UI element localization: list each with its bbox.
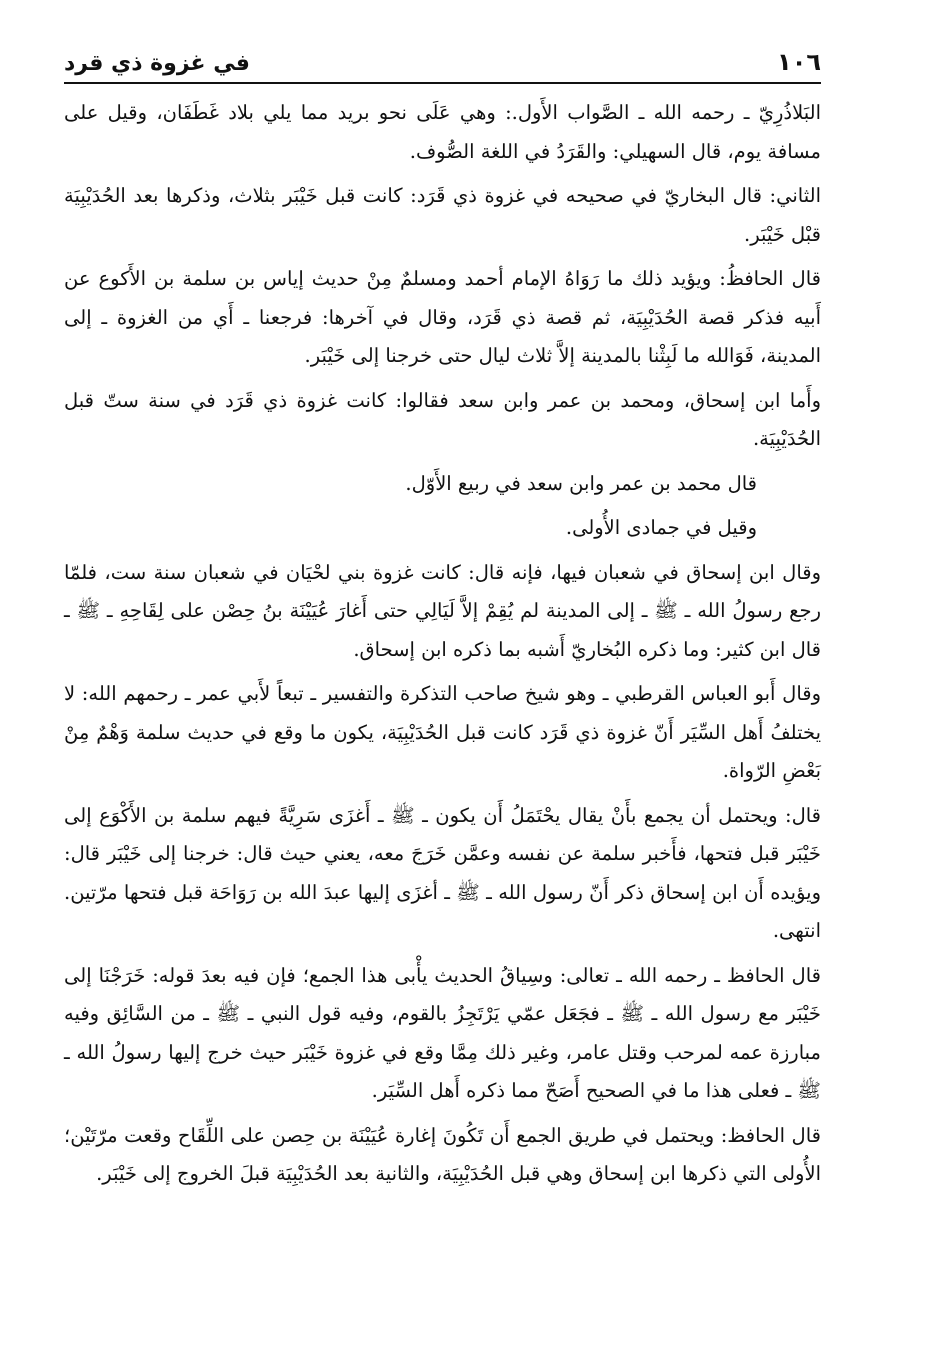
paragraph-qurtubi: وقال أَبو العباس القرطبي ـ وهو شيخ صاحب التذكرة والتفسير ـ تبعاً لأَبي عمر ـ رحمهم الله: لا يختلفُ أَهل السِّيَر أَنّ غزوة ذي قَرَد كانت قبل الحُدَيْبِيَة، يكون ما وقع في حديث سلمة وَهْمٌ مِنْ بَعْضِ الرّواة. [64,682,821,782]
paragraph-shaban: وقال ابن إسحاق في شعبان فيها، فإنه قال: كانت غزوة بني لحْيَان في شعبان سنة ست، فلمّا رجع رسولُ الله ـ ﷺ ـ إلى المدينة لم يُقِمْ إلاَّ لَيَالِي حتى أَغارَ عُيَيْنَة بنُ حِصْن على لِقَاحِهِ ـ ﷺ ـ قال ابن كثير: وما ذكره البُخاريّ أَشبه بما ذكره ابن إسحاق. [64,560,821,661]
paragraph-baladhuri: البَلاذُرِيّ ـ رحمه الله ـ الصَّواب الأَول.: وهي عَلَى نحو بريد مما يلي بلاد غَطَفَان، وقيل على مسافة يوم، قال السهيلي: والقَرَدُ في اللغة الصُّوف. [64,101,821,163]
page-number: ١٠٦ [777,48,821,76]
page-header [64,40,821,84]
paragraph-hafiz-support: قال الحافظُ: ويؤيد ذلك ما رَوَاهُ الإمام أحمد ومسلمٌ مِنْ حديث إياس بن سلمة بن الأَكوع عن أَبيه فذكر قصة الحُدَيْبِيَة، ثم قصة ذي قَرَد، وقال في آخرها: فرجعنا ـ أَي من الغزوة ـ إلى المدينة، فَوَالله ما لَبِثْنا بالمدينة إلاَّ ثلاث ليال حتى خرجنا إلى خَيْبَر. [64,267,821,367]
paragraph-hafiz-two-raids: قال الحافظ: ويحتمل في طريق الجمع أَن تَكُونَ إغارة عُيَيْنَة بن حِصن على اللِّقَاح وقعت مرّتَيْن؛ الأُولى التي ذكرها ابن إسحاق وهي قبل الحُدَيْبِيَة، والثانية بعد الحُدَيْبِيَة قبلَ الخروج إلى خَيْبَر. [64,1123,821,1185]
paragraph-rabi-awwal: قال محمد بن عمر وابن سعد في ربيع الأَوّل. [405,471,757,495]
paragraph-jumada: وقيل في جمادى الأُولى. [565,516,757,539]
paragraph-possible-reconciliation: قال: ويحتمل أن يجمع بأَنْ يقال يحْتَمَلُ أَن يكون ـ ﷺ ـ أَغزَى سَرِيَّةً فيهم سلمة بن الأَكْوَع إلى خَيْبَر قبل فتحها، فأَخبر سلمة عن نفسه وعمَّن خَرَجَ معه، يعني حيث قال: خرجنا إلى خَيْبَر قال: ويؤيده أَن ابن إسحاق ذكر أَنّ رسول الله ـ ﷺ ـ أغزَى إليها عبدَ الله بن رَوَاحَة قبل فتحها مرّتين. انتهى. [64,803,821,942]
book-page [64,40,821,1340]
page-body [64,94,821,1194]
running-title: في غزوة ذي قرد [64,51,250,76]
paragraph-ibn-ishaq: وأَما ابن إسحاق، ومحمد بن عمر وابن سعد فقالوا: كانت غزوة ذي قَرَد في سنة ستّ قبل الحُدَيْبِيَة. [64,388,821,450]
paragraph-second-opinion: الثاني: قال البخاريّ في صحيحه في غزوة ذي قَرَد: كانت قبل خَيْبَر بثلاث، وذكرها بعد الحُدَيْبِيَة قبْل خَيْبَر. [64,184,821,246]
paragraph-hafiz-objection: قال الحافظ ـ رحمه الله ـ تعالى: وسِياقُ الحديث يأْبى هذا الجمع؛ فإن فيه بعدَ قوله: خَرَجْنَا إلى خَيْبَر مع رسول الله ـ ﷺ ـ فجَعَل عمّي يَرْتَجِزُ بالقوم، وفيه قول النبي ـ ﷺ ـ من السَّائِق وفيه مبارزة عمه لمرحب وقتل عامر، وغير ذلك مِمَّا وقع في غزوة خَيْبَر حيث خرج إليها رسولُ الله ـ ﷺ ـ فعلى هذا ما في الصحيح أَصَحّ مما ذكره أَهل السِّيَر. [64,963,821,1102]
